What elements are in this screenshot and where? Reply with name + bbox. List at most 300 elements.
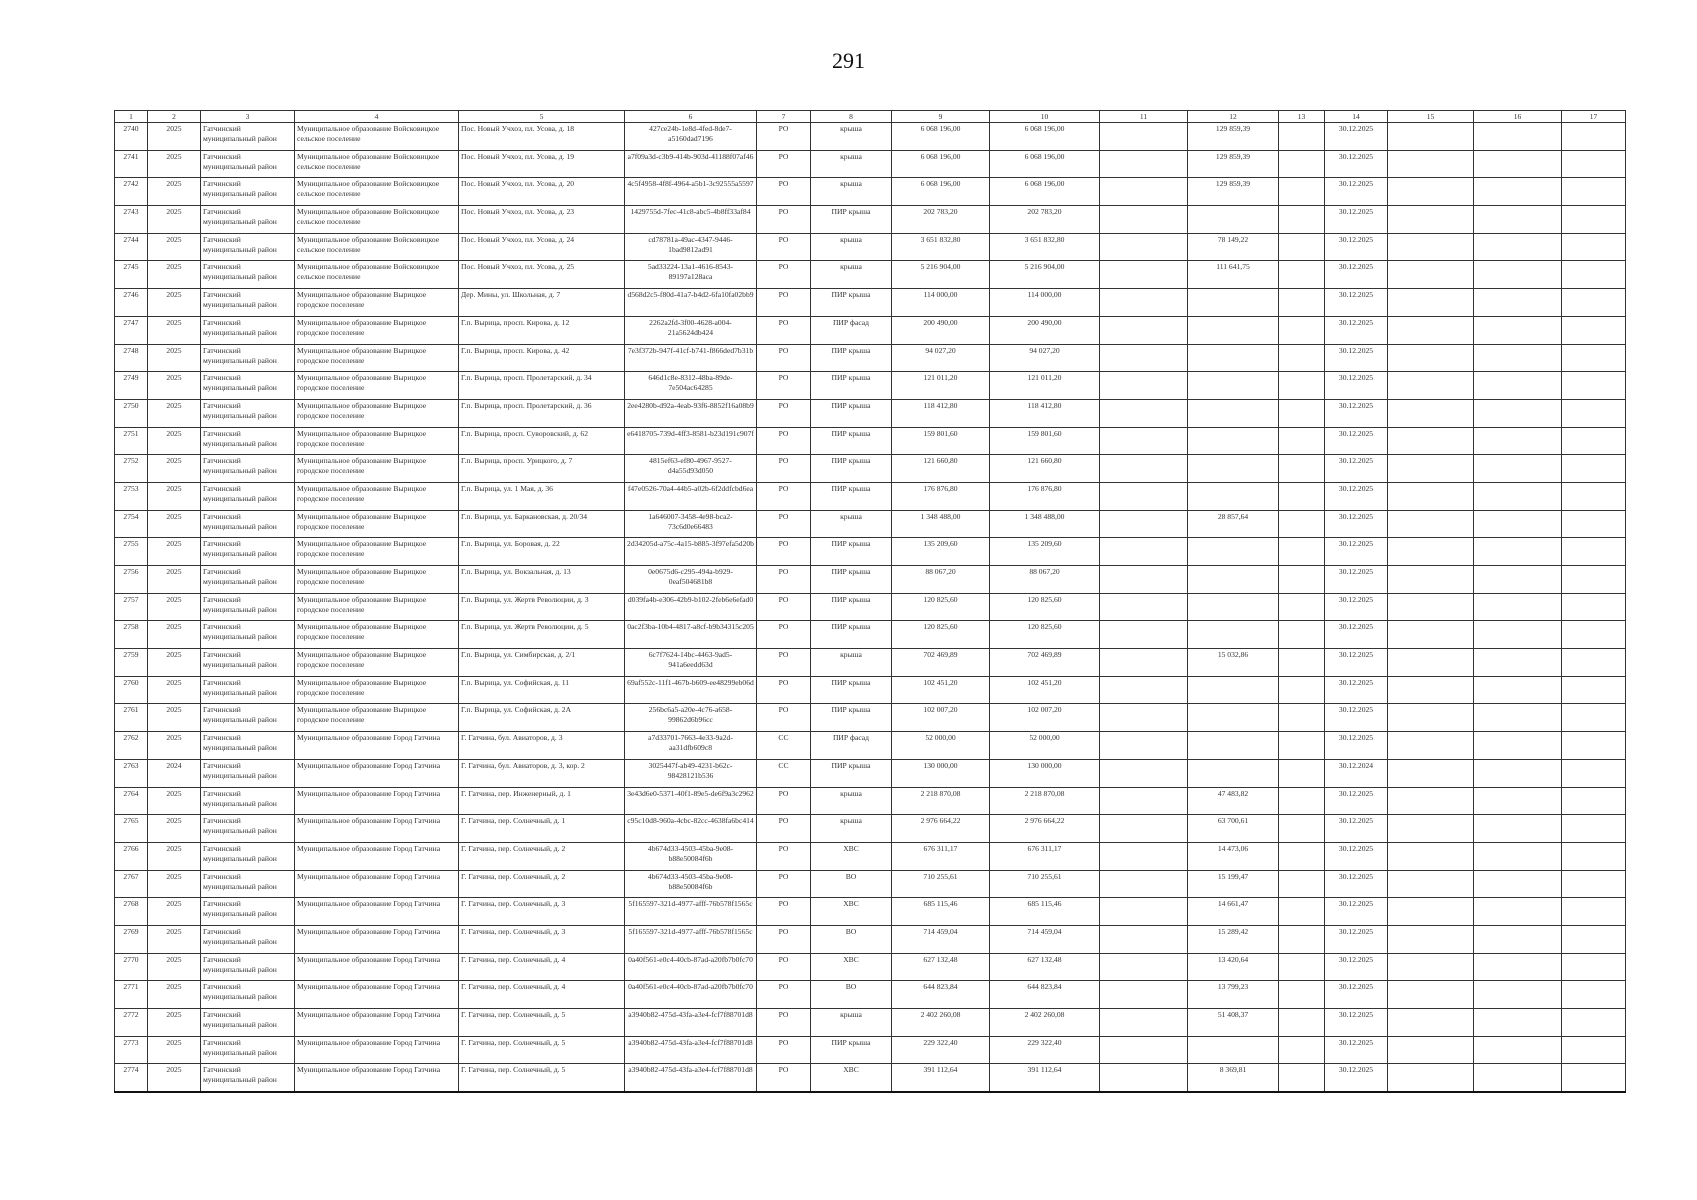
fund-cell: РО [757, 399, 811, 427]
fund-cell: РО [757, 261, 811, 289]
empty-cell [1562, 787, 1626, 815]
district-cell: Гатчинский муниципальный район [201, 372, 295, 400]
empty-cell [1474, 150, 1562, 178]
cost-cell: 200 490,00 [892, 316, 990, 344]
amount-cell [1188, 538, 1279, 566]
col11-cell [1100, 566, 1188, 594]
district-cell: Гатчинский муниципальный район [201, 344, 295, 372]
empty-cell [1474, 344, 1562, 372]
row-number: 2768 [115, 898, 148, 926]
cost-cell: 229 322,40 [892, 1036, 990, 1064]
page-number: 291 [832, 48, 865, 73]
district-cell: Гатчинский муниципальный район [201, 150, 295, 178]
year-cell: 2025 [148, 870, 201, 898]
table-row [115, 842, 1626, 870]
amount-cell: 129 859,39 [1188, 123, 1279, 151]
amount-cell [1188, 455, 1279, 483]
cost-cell: 120 825,60 [892, 621, 990, 649]
date-cell: 30.12.2025 [1325, 566, 1388, 594]
fund-cell: РО [757, 123, 811, 151]
municipality-cell: Муниципальное образование Вырицкое городское поселение [295, 427, 459, 455]
municipality-cell: Муниципальное образование Вырицкое городское поселение [295, 399, 459, 427]
address-cell: Пос. Новый Учхоз, пл. Усова, д. 20 [459, 178, 625, 206]
year-cell: 2025 [148, 621, 201, 649]
date-cell: 30.12.2025 [1325, 1009, 1388, 1037]
amount-cell: 63 700,61 [1188, 815, 1279, 843]
empty-cell [1388, 870, 1474, 898]
municipality-cell: Муниципальное образование Вырицкое городское поселение [295, 704, 459, 732]
empty-cell [1388, 316, 1474, 344]
district-cell: Гатчинский муниципальный район [201, 316, 295, 344]
col13-cell [1279, 427, 1325, 455]
fund-cell: РО [757, 455, 811, 483]
year-cell: 2025 [148, 455, 201, 483]
date-cell: 30.12.2025 [1325, 372, 1388, 400]
row-number: 2766 [115, 842, 148, 870]
address-cell: Пос. Новый Учхоз, пл. Усова, д. 25 [459, 261, 625, 289]
cost-total-cell: 714 459,04 [990, 925, 1100, 953]
empty-cell [1562, 510, 1626, 538]
col13-cell [1279, 233, 1325, 261]
empty-cell [1388, 1036, 1474, 1064]
work-type-cell: крыша [811, 815, 892, 843]
work-type-cell: ПИР крыша [811, 344, 892, 372]
empty-cell [1562, 815, 1626, 843]
cost-total-cell: 118 412,80 [990, 399, 1100, 427]
col11-cell [1100, 815, 1188, 843]
col11-cell [1100, 981, 1188, 1009]
column-header: 12 [1188, 111, 1279, 123]
year-cell: 2025 [148, 372, 201, 400]
amount-cell [1188, 759, 1279, 787]
year-cell: 2025 [148, 123, 201, 151]
cost-cell: 176 876,80 [892, 482, 990, 510]
fund-cell: РО [757, 621, 811, 649]
work-type-cell: ПИР крыша [811, 399, 892, 427]
cost-total-cell: 200 490,00 [990, 316, 1100, 344]
empty-cell [1388, 233, 1474, 261]
cost-cell: 2 976 664,22 [892, 815, 990, 843]
cost-total-cell: 130 000,00 [990, 759, 1100, 787]
address-cell: Г.п. Вырица, просп. Пролетарский, д. 34 [459, 372, 625, 400]
fund-cell: РО [757, 649, 811, 677]
fund-cell: РО [757, 842, 811, 870]
empty-cell [1474, 870, 1562, 898]
row-number: 2755 [115, 538, 148, 566]
col11-cell [1100, 870, 1188, 898]
fund-cell: РО [757, 566, 811, 594]
address-cell: Пос. Новый Учхоз, пл. Усова, д. 24 [459, 233, 625, 261]
cost-total-cell: 102 451,20 [990, 676, 1100, 704]
district-cell: Гатчинский муниципальный район [201, 870, 295, 898]
district-cell: Гатчинский муниципальный район [201, 538, 295, 566]
date-cell: 30.12.2025 [1325, 953, 1388, 981]
district-cell: Гатчинский муниципальный район [201, 427, 295, 455]
cost-cell: 114 000,00 [892, 289, 990, 317]
empty-cell [1474, 1009, 1562, 1037]
cost-total-cell: 702 469,89 [990, 649, 1100, 677]
row-number: 2767 [115, 870, 148, 898]
work-type-cell: ВО [811, 870, 892, 898]
date-cell: 30.12.2025 [1325, 233, 1388, 261]
work-type-cell: крыша [811, 123, 892, 151]
year-cell: 2025 [148, 953, 201, 981]
empty-cell [1474, 289, 1562, 317]
empty-cell [1388, 1064, 1474, 1092]
empty-cell [1388, 566, 1474, 594]
empty-cell [1562, 399, 1626, 427]
fund-cell: РО [757, 898, 811, 926]
house-code-cell: cd78781a-49ac-4347-9446-1bad9812ad91 [625, 233, 757, 261]
date-cell: 30.12.2025 [1325, 842, 1388, 870]
municipality-cell: Муниципальное образование Город Гатчина [295, 1009, 459, 1037]
year-cell: 2025 [148, 732, 201, 760]
municipality-cell: Муниципальное образование Вырицкое городское поселение [295, 510, 459, 538]
column-header: 9 [892, 111, 990, 123]
work-type-cell: ХВС [811, 842, 892, 870]
row-number: 2771 [115, 981, 148, 1009]
district-cell: Гатчинский муниципальный район [201, 261, 295, 289]
district-cell: Гатчинский муниципальный район [201, 704, 295, 732]
amount-cell: 28 857,64 [1188, 510, 1279, 538]
cost-cell: 702 469,89 [892, 649, 990, 677]
empty-cell [1388, 732, 1474, 760]
cost-cell: 710 255,61 [892, 870, 990, 898]
amount-cell: 13 799,23 [1188, 981, 1279, 1009]
cost-total-cell: 1 348 488,00 [990, 510, 1100, 538]
column-header: 7 [757, 111, 811, 123]
year-cell: 2024 [148, 759, 201, 787]
year-cell: 2025 [148, 178, 201, 206]
address-cell: Дер. Мины, ул. Школьная, д. 7 [459, 289, 625, 317]
year-cell: 2025 [148, 898, 201, 926]
table-row [115, 261, 1626, 289]
table-row [115, 981, 1626, 1009]
empty-cell [1474, 787, 1562, 815]
col13-cell [1279, 289, 1325, 317]
empty-cell [1562, 427, 1626, 455]
fund-cell: РО [757, 1009, 811, 1037]
column-header: 17 [1562, 111, 1626, 123]
house-code-cell: 646d1c8e-8312-48ba-89de-7e504ac64285 [625, 372, 757, 400]
fund-cell: РО [757, 981, 811, 1009]
cost-total-cell: 6 068 196,00 [990, 150, 1100, 178]
empty-cell [1474, 704, 1562, 732]
col13-cell [1279, 261, 1325, 289]
cost-cell: 391 112,64 [892, 1064, 990, 1092]
municipality-cell: Муниципальное образование Город Гатчина [295, 815, 459, 843]
house-code-cell: a7f09a3d-c3b9-414b-903d-41188f07af46 [625, 150, 757, 178]
work-type-cell: ПИР крыша [811, 759, 892, 787]
column-header: 5 [459, 111, 625, 123]
row-number: 2740 [115, 123, 148, 151]
work-type-cell: ПИР крыша [811, 482, 892, 510]
row-number: 2763 [115, 759, 148, 787]
address-cell: Г. Гатчина, пер. Солнечный, д. 2 [459, 842, 625, 870]
row-number: 2741 [115, 150, 148, 178]
column-header: 4 [295, 111, 459, 123]
table-row [115, 289, 1626, 317]
cost-cell: 102 007,20 [892, 704, 990, 732]
column-header: 10 [990, 111, 1100, 123]
col13-cell [1279, 178, 1325, 206]
empty-cell [1562, 178, 1626, 206]
year-cell: 2025 [148, 399, 201, 427]
col11-cell [1100, 621, 1188, 649]
empty-cell [1388, 787, 1474, 815]
district-cell: Гатчинский муниципальный район [201, 482, 295, 510]
amount-cell [1188, 1036, 1279, 1064]
district-cell: Гатчинский муниципальный район [201, 925, 295, 953]
house-code-cell: 5f165597-321d-4977-afff-76b578f1565c [625, 925, 757, 953]
house-code-cell: 0a40f561-e0c4-40cb-87ad-a20fb7b0fc70 [625, 953, 757, 981]
cost-total-cell: 5 216 904,00 [990, 261, 1100, 289]
address-cell: Г. Гатчина, пер. Солнечный, д. 1 [459, 815, 625, 843]
empty-cell [1474, 455, 1562, 483]
empty-cell [1388, 538, 1474, 566]
municipality-cell: Муниципальное образование Город Гатчина [295, 787, 459, 815]
row-number: 2773 [115, 1036, 148, 1064]
date-cell: 30.12.2025 [1325, 925, 1388, 953]
empty-cell [1388, 953, 1474, 981]
fund-cell: РО [757, 427, 811, 455]
col11-cell [1100, 787, 1188, 815]
amount-cell: 129 859,39 [1188, 150, 1279, 178]
empty-cell [1562, 316, 1626, 344]
district-cell: Гатчинский муниципальный район [201, 787, 295, 815]
table-row [115, 704, 1626, 732]
column-header: 11 [1100, 111, 1188, 123]
column-header: 15 [1388, 111, 1474, 123]
cost-total-cell: 627 132,48 [990, 953, 1100, 981]
work-type-cell: крыша [811, 1009, 892, 1037]
empty-cell [1388, 482, 1474, 510]
date-cell: 30.12.2025 [1325, 206, 1388, 234]
empty-cell [1562, 621, 1626, 649]
fund-cell: РО [757, 482, 811, 510]
cost-cell: 6 068 196,00 [892, 123, 990, 151]
table-row [115, 150, 1626, 178]
amount-cell: 15 289,42 [1188, 925, 1279, 953]
row-number: 2752 [115, 455, 148, 483]
table-row [115, 621, 1626, 649]
col11-cell [1100, 510, 1188, 538]
address-cell: Г.п. Вырица, просп. Кирова, д. 12 [459, 316, 625, 344]
empty-cell [1562, 593, 1626, 621]
empty-cell [1474, 566, 1562, 594]
empty-cell [1388, 676, 1474, 704]
empty-cell [1474, 649, 1562, 677]
col13-cell [1279, 455, 1325, 483]
amount-cell [1188, 482, 1279, 510]
table-row [115, 759, 1626, 787]
year-cell: 2025 [148, 842, 201, 870]
cost-cell: 644 823,84 [892, 981, 990, 1009]
address-cell: Пос. Новый Учхоз, пл. Усова, д. 19 [459, 150, 625, 178]
col11-cell [1100, 593, 1188, 621]
year-cell: 2025 [148, 704, 201, 732]
house-code-cell: f47e0526-70a4-44b5-a02b-6f2ddfcbd6ea [625, 482, 757, 510]
district-cell: Гатчинский муниципальный район [201, 649, 295, 677]
work-type-cell: ПИР крыша [811, 676, 892, 704]
col11-cell [1100, 1036, 1188, 1064]
amount-cell [1188, 206, 1279, 234]
house-code-cell: 5f165597-321d-4977-afff-76b578f1565c [625, 898, 757, 926]
col11-cell [1100, 123, 1188, 151]
empty-cell [1474, 427, 1562, 455]
date-cell: 30.12.2025 [1325, 1064, 1388, 1092]
cost-total-cell: 2 976 664,22 [990, 815, 1100, 843]
district-cell: Гатчинский муниципальный район [201, 289, 295, 317]
date-cell: 30.12.2025 [1325, 704, 1388, 732]
empty-cell [1474, 953, 1562, 981]
empty-cell [1474, 316, 1562, 344]
year-cell: 2025 [148, 925, 201, 953]
table-row [115, 953, 1626, 981]
date-cell: 30.12.2025 [1325, 1036, 1388, 1064]
house-code-cell: e6418705-739d-4ff3-8581-b23d191c907f [625, 427, 757, 455]
cost-total-cell: 135 209,60 [990, 538, 1100, 566]
date-cell: 30.12.2025 [1325, 981, 1388, 1009]
empty-cell [1474, 538, 1562, 566]
row-number: 2772 [115, 1009, 148, 1037]
empty-cell [1562, 261, 1626, 289]
col11-cell [1100, 316, 1188, 344]
empty-cell [1474, 510, 1562, 538]
house-code-cell: 0ac2f3ba-10b4-4817-a8cf-b9b34315c205 [625, 621, 757, 649]
amount-cell: 78 149,22 [1188, 233, 1279, 261]
col13-cell [1279, 842, 1325, 870]
house-code-cell: 1a646007-3458-4e98-bca2-73c6d0e66483 [625, 510, 757, 538]
empty-cell [1388, 344, 1474, 372]
col13-cell [1279, 206, 1325, 234]
col13-cell [1279, 1009, 1325, 1037]
work-type-cell: крыша [811, 233, 892, 261]
fund-cell: РО [757, 925, 811, 953]
work-type-cell: ПИР крыша [811, 621, 892, 649]
empty-cell [1388, 123, 1474, 151]
year-cell: 2025 [148, 510, 201, 538]
col11-cell [1100, 732, 1188, 760]
house-code-cell: c95c10d8-960a-4cbc-82cc-4638fa6bc414 [625, 815, 757, 843]
cost-total-cell: 114 000,00 [990, 289, 1100, 317]
district-cell: Гатчинский муниципальный район [201, 1009, 295, 1037]
col13-cell [1279, 593, 1325, 621]
col11-cell [1100, 455, 1188, 483]
empty-cell [1474, 372, 1562, 400]
address-cell: Г. Гатчина, бул. Авиаторов, д. 3 [459, 732, 625, 760]
date-cell: 30.12.2025 [1325, 482, 1388, 510]
year-cell: 2025 [148, 566, 201, 594]
address-cell: Г.п. Вырица, ул. Баркановская, д. 20/34 [459, 510, 625, 538]
municipality-cell: Муниципальное образование Войсковицкое сельское поселение [295, 123, 459, 151]
cost-total-cell: 710 255,61 [990, 870, 1100, 898]
cost-cell: 3 651 832,80 [892, 233, 990, 261]
empty-cell [1388, 178, 1474, 206]
work-type-cell: ПИР крыша [811, 704, 892, 732]
col11-cell [1100, 233, 1188, 261]
district-cell: Гатчинский муниципальный район [201, 593, 295, 621]
date-cell: 30.12.2025 [1325, 316, 1388, 344]
col13-cell [1279, 510, 1325, 538]
house-code-cell: 2262a2fd-3f00-4628-a004-21a5624db424 [625, 316, 757, 344]
cost-cell: 202 783,20 [892, 206, 990, 234]
column-header: 6 [625, 111, 757, 123]
table-row [115, 372, 1626, 400]
date-cell: 30.12.2025 [1325, 787, 1388, 815]
house-code-cell: 5ad33224-13a1-4616-8543-89197a128aca [625, 261, 757, 289]
table-row [115, 399, 1626, 427]
district-cell: Гатчинский муниципальный район [201, 732, 295, 760]
col11-cell [1100, 482, 1188, 510]
col13-cell [1279, 815, 1325, 843]
amount-cell: 47 483,82 [1188, 787, 1279, 815]
municipality-cell: Муниципальное образование Войсковицкое сельское поселение [295, 261, 459, 289]
empty-cell [1474, 676, 1562, 704]
date-cell: 30.12.2025 [1325, 538, 1388, 566]
col11-cell [1100, 704, 1188, 732]
table-row [115, 344, 1626, 372]
municipality-cell: Муниципальное образование Город Гатчина [295, 898, 459, 926]
col11-cell [1100, 649, 1188, 677]
year-cell: 2025 [148, 981, 201, 1009]
date-cell: 30.12.2025 [1325, 621, 1388, 649]
empty-cell [1562, 759, 1626, 787]
house-code-cell: 7e3f372b-947f-41cf-b741-f866ded7b31b [625, 344, 757, 372]
year-cell: 2025 [148, 233, 201, 261]
cost-total-cell: 52 000,00 [990, 732, 1100, 760]
work-type-cell: ПИР крыша [811, 455, 892, 483]
district-cell: Гатчинский муниципальный район [201, 676, 295, 704]
col13-cell [1279, 1064, 1325, 1092]
fund-cell: РО [757, 233, 811, 261]
district-cell: Гатчинский муниципальный район [201, 842, 295, 870]
cost-cell: 135 209,60 [892, 538, 990, 566]
house-code-cell: 0a40f561-e0c4-40cb-87ad-a20fb7b0fc70 [625, 981, 757, 1009]
empty-cell [1474, 759, 1562, 787]
cost-total-cell: 676 311,17 [990, 842, 1100, 870]
year-cell: 2025 [148, 676, 201, 704]
cost-cell: 88 067,20 [892, 566, 990, 594]
amount-cell [1188, 344, 1279, 372]
col13-cell [1279, 704, 1325, 732]
house-code-cell: 4b674d33-4503-45ba-9e08-b88e50084f6b [625, 842, 757, 870]
col11-cell [1100, 898, 1188, 926]
district-cell: Гатчинский муниципальный район [201, 898, 295, 926]
empty-cell [1562, 953, 1626, 981]
table-body [115, 123, 1626, 1092]
municipality-cell: Муниципальное образование Войсковицкое сельское поселение [295, 233, 459, 261]
date-cell: 30.12.2025 [1325, 593, 1388, 621]
cost-total-cell: 2 218 870,08 [990, 787, 1100, 815]
fund-cell: РО [757, 870, 811, 898]
district-cell: Гатчинский муниципальный район [201, 455, 295, 483]
empty-cell [1388, 206, 1474, 234]
house-code-cell: 427ce24b-1e8d-4fed-8de7-a5160dad7196 [625, 123, 757, 151]
empty-cell [1388, 759, 1474, 787]
table-row [115, 233, 1626, 261]
municipality-cell: Муниципальное образование Вырицкое городское поселение [295, 593, 459, 621]
col11-cell [1100, 399, 1188, 427]
district-cell: Гатчинский муниципальный район [201, 399, 295, 427]
col11-cell [1100, 676, 1188, 704]
empty-cell [1474, 898, 1562, 926]
empty-cell [1388, 427, 1474, 455]
empty-cell [1474, 206, 1562, 234]
col13-cell [1279, 316, 1325, 344]
work-type-cell: ПИР крыша [811, 427, 892, 455]
table-row [115, 316, 1626, 344]
